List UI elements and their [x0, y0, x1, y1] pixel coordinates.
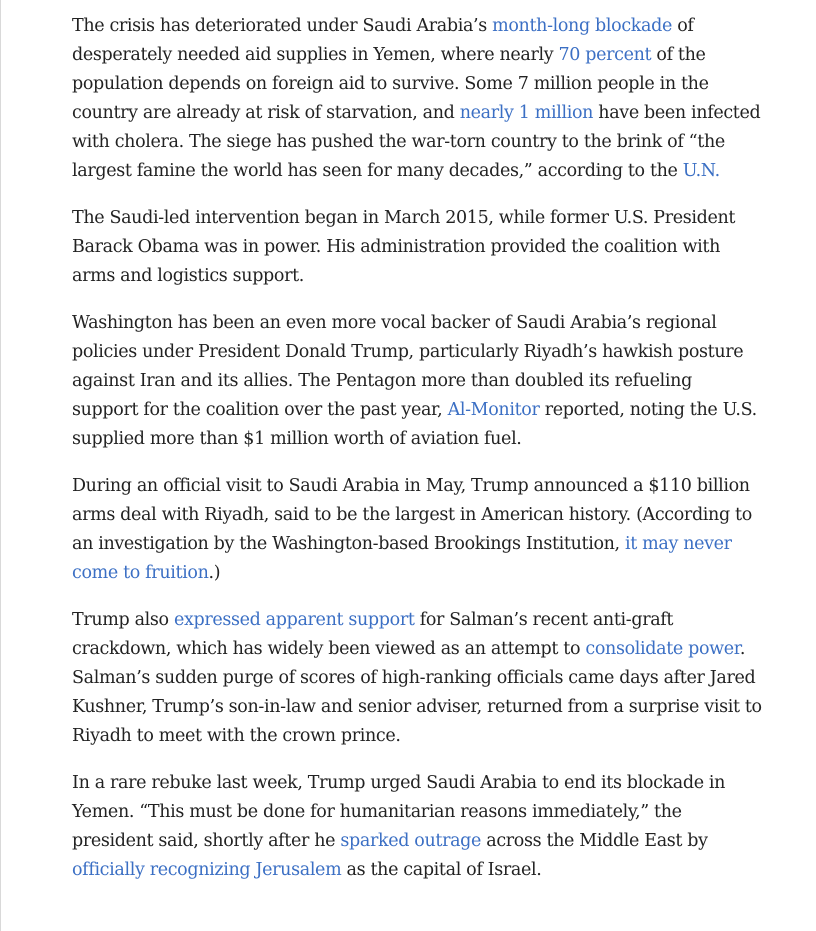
link-expressed-apparent-support[interactable]: expressed apparent support [173, 610, 415, 630]
paragraph-arms-deal: During an official visit to Saudi Arabia in May, Trump announced a $110 billion arms deal with Riyadh, said to be the largest in American history. (According to an investigation by the Washington-based Brookings Institution, it may never come to fruition.) [72, 476, 752, 583]
paragraph-anti-graft: Trump also expressed apparent support for Salman’s recent anti-graft crackdown, which has widely been viewed as an attempt to consolidate power. Salman’s sudden purge of scores of high-ranking officials came days after Jared Kushner, Trump’s son-in-law and senior adviser, returned from a surprise visit to Riyadh to meet with the crown prince. [72, 610, 762, 746]
paragraph-yemen-crisis: The crisis has deteriorated under Saudi Arabia’s month-long blockade of desperately needed aid supplies in Yemen, where nearly 70 percent of the population depends on foreign aid to survive. Some 7 million people in the country are already at risk of starvation, and nearly 1 million have been infected with cholera. The siege has pushed the war-torn country to the brink of “the largest famine the world has seen for many decades,” according to the U.N. [72, 16, 761, 181]
link-consolidate-power[interactable]: consolidate power [585, 639, 740, 659]
paragraph-washington-backer: Washington has been an even more vocal backer of Saudi Arabia’s regional policies under President Donald Trump, particularly Riyadh’s hawkish posture against Iran and its allies. The Pentagon more than doubled its refueling support for the coalition over the past year, Al-Monitor reported, noting the U.S. supplied more than $1 million worth of aviation fuel. [72, 313, 757, 449]
link-nearly-1-million[interactable]: nearly 1 million [459, 103, 594, 123]
link-sparked-outrage[interactable]: sparked outrage [340, 831, 482, 851]
paragraph-rare-rebuke: In a rare rebuke last week, Trump urged Saudi Arabia to end its blockade in Yemen. “This must be done for humanitarian reasons immediately,” the president said, shortly after he sparked outrage across the Middle East by officially recognizing Jerusalem as the capital of Israel. [72, 773, 726, 880]
link-never-come-to-fruition[interactable]: it may never come to fruition [72, 534, 732, 583]
paragraph-saudi-intervention: The Saudi-led intervention began in March 2015, while former U.S. President Barack Obama was in power. His administration provided the coalition with arms and logistics support. [72, 208, 736, 286]
link-70-percent[interactable]: 70 percent [558, 45, 652, 65]
link-officially-recognizing-jerusalem[interactable]: officially recognizing Jerusalem [72, 860, 342, 880]
link-un[interactable]: U.N. [682, 161, 720, 181]
left-border [0, 0, 1, 931]
link-month-long-blockade[interactable]: month-long blockade [492, 16, 672, 36]
article-body [72, 12, 762, 903]
link-al-monitor[interactable]: Al-Monitor [447, 400, 540, 420]
